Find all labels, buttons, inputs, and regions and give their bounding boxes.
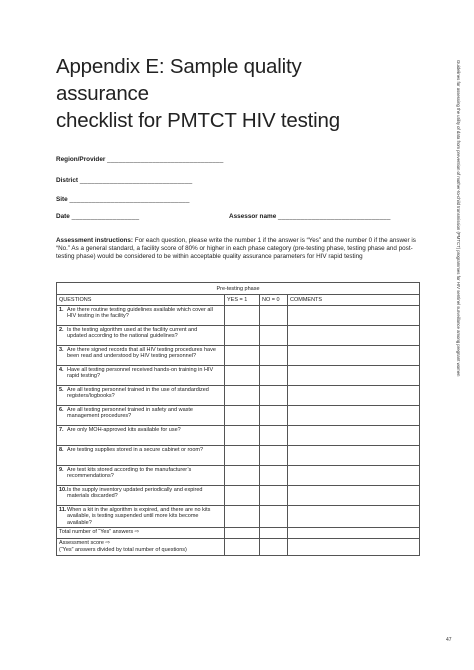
question-cell	[57, 306, 225, 326]
question-text: Are all testing personnel trained in safety and waste management procedures?	[67, 407, 193, 420]
no-cell[interactable]	[260, 346, 288, 366]
question-text: Are testing supplies stored in a secure cabinet or room?	[67, 447, 204, 453]
total-yes-cell[interactable]	[225, 528, 260, 539]
question-number: 3.	[59, 347, 64, 353]
assessor-name-label: Assessor name	[229, 213, 277, 220]
title-line-2: checklist for PMTCT HIV testing	[56, 109, 340, 132]
no-cell[interactable]	[260, 426, 288, 446]
question-row	[57, 426, 420, 446]
question-text: When a kit in the algorithm is expired, and there are no kits available, is testing suspended until more kits become available?	[67, 507, 211, 526]
comments-cell[interactable]	[288, 386, 420, 406]
question-number: 9.	[59, 467, 64, 473]
question-row	[57, 326, 420, 346]
assessor-name-blank[interactable]: ______________________________	[278, 213, 391, 220]
question-text: Are there routine testing guidelines available which cover all HIV testing in the facility?	[67, 307, 213, 320]
no-cell[interactable]	[260, 446, 288, 466]
yes-cell[interactable]	[225, 306, 260, 326]
header-comments: COMMENTS	[288, 295, 420, 306]
question-number: 4.	[59, 367, 64, 373]
assessment-score-line-1: Assessment score ⇨	[59, 540, 111, 547]
question-cell	[57, 446, 225, 466]
no-cell[interactable]	[260, 326, 288, 346]
question-cell	[57, 506, 225, 528]
question-cell	[57, 466, 225, 486]
yes-cell[interactable]	[225, 486, 260, 506]
header-yes: YES = 1	[225, 295, 260, 306]
no-cell[interactable]	[260, 506, 288, 528]
page-number: 47	[446, 637, 452, 643]
site-field	[56, 196, 190, 203]
question-cell	[57, 386, 225, 406]
header-questions: QUESTIONS	[57, 295, 225, 306]
question-cell	[57, 486, 225, 506]
score-comments-cell[interactable]	[288, 539, 420, 556]
no-cell[interactable]	[260, 366, 288, 386]
comments-cell[interactable]	[288, 346, 420, 366]
question-number: 6.	[59, 407, 64, 413]
date-field	[56, 213, 139, 220]
question-text: Are there signed records that all HIV testing procedures have been read and understood by HIV testing personnel?	[67, 347, 216, 360]
comments-cell[interactable]	[288, 366, 420, 386]
question-number: 11.	[59, 507, 67, 513]
sidebar-text: Guidelines for assessing the utility of data from prevention of mother-to-child transmission (PMTCT) programmes for HIV sentinel surveillance among pregnant women	[456, 60, 461, 377]
assessment-instructions	[56, 237, 424, 262]
district-blank[interactable]: ______________________________	[79, 177, 193, 184]
question-cell	[57, 326, 225, 346]
total-yes-label: Total number of “Yes” answers ⇨	[57, 528, 225, 539]
yes-cell[interactable]	[225, 326, 260, 346]
total-no-cell[interactable]	[260, 528, 288, 539]
yes-cell[interactable]	[225, 366, 260, 386]
comments-cell[interactable]	[288, 486, 420, 506]
region-provider-label: Region/Provider	[56, 156, 106, 163]
date-blank[interactable]: __________________	[71, 213, 140, 220]
instructions-label: Assessment instructions:	[56, 237, 133, 244]
region-provider-blank[interactable]: _______________________________	[107, 156, 224, 163]
no-cell[interactable]	[260, 386, 288, 406]
yes-cell[interactable]	[225, 346, 260, 366]
comments-cell[interactable]	[288, 446, 420, 466]
question-cell	[57, 406, 225, 426]
running-sidebar	[453, 60, 461, 600]
question-number: 10.	[59, 487, 67, 493]
comments-cell[interactable]	[288, 406, 420, 426]
assessor-name-field	[229, 213, 391, 220]
site-label: Site	[56, 196, 68, 203]
yes-cell[interactable]	[225, 506, 260, 528]
assessment-score-row	[57, 539, 420, 556]
question-row	[57, 306, 420, 326]
question-text: Is the testing algorithm used at the facility current and updated according to the national guidelines?	[67, 327, 198, 340]
question-row	[57, 406, 420, 426]
question-row	[57, 506, 420, 528]
question-cell	[57, 346, 225, 366]
question-number: 8.	[59, 447, 64, 453]
question-row	[57, 386, 420, 406]
page-title	[56, 53, 386, 134]
question-text: Is the supply inventory updated periodically and expired materials discarded?	[67, 487, 203, 500]
question-text: Are all testing personnel trained in the use of standardized registers/logbooks?	[67, 387, 209, 400]
comments-cell[interactable]	[288, 326, 420, 346]
district-label: District	[56, 177, 79, 184]
quality-checklist-table	[56, 282, 420, 556]
district-field	[56, 177, 192, 184]
yes-cell[interactable]	[225, 426, 260, 446]
question-row	[57, 446, 420, 466]
question-cell	[57, 366, 225, 386]
question-text: Are only MOH-approved kits available for use?	[67, 427, 181, 433]
question-text: Are test kits stored according to the manufacturer’s recommendations?	[67, 467, 192, 480]
question-number: 2.	[59, 327, 64, 333]
question-row	[57, 346, 420, 366]
header-no: NO = 0	[260, 295, 288, 306]
question-number: 5.	[59, 387, 64, 393]
yes-cell[interactable]	[225, 446, 260, 466]
question-row	[57, 466, 420, 486]
total-comments-cell[interactable]	[288, 528, 420, 539]
no-cell[interactable]	[260, 486, 288, 506]
no-cell[interactable]	[260, 466, 288, 486]
assessment-score-line-2: (“Yes” answers divided by total number of questions)	[59, 546, 187, 553]
comments-cell[interactable]	[288, 426, 420, 446]
question-row	[57, 366, 420, 386]
score-yes-cell[interactable]	[225, 539, 260, 556]
total-yes-row	[57, 528, 420, 539]
no-cell[interactable]	[260, 306, 288, 326]
yes-cell[interactable]	[225, 466, 260, 486]
yes-cell[interactable]	[225, 406, 260, 426]
no-cell[interactable]	[260, 406, 288, 426]
question-number: 7.	[59, 427, 64, 433]
question-text: Have all testing personnel received hands-on training in HIV rapid testing?	[67, 367, 214, 380]
score-no-cell[interactable]	[260, 539, 288, 556]
question-cell	[57, 426, 225, 446]
phase-header-row	[57, 283, 420, 295]
question-row	[57, 486, 420, 506]
title-line-1: Appendix E: Sample quality assurance	[56, 55, 302, 105]
comments-cell[interactable]	[288, 506, 420, 528]
yes-cell[interactable]	[225, 386, 260, 406]
date-label: Date	[56, 213, 70, 220]
comments-cell[interactable]	[288, 466, 420, 486]
column-header-row	[57, 295, 420, 306]
question-number: 1.	[59, 307, 64, 313]
site-blank[interactable]: ________________________________	[69, 196, 190, 203]
assessment-score-label	[57, 539, 225, 556]
region-provider-field	[56, 156, 224, 163]
instructions-text: For each question, please write the number 1 if the answer is “Yes” and the number 0 if the answer is “No.” As a general standard, a facility score of 80% or higher in each phase category (pre-testing phase, testing phase and post-testing phase) would be considered to be within acceptable quality assurance parameters for HIV rapid testing	[56, 237, 416, 261]
comments-cell[interactable]	[288, 306, 420, 326]
phase-title: Pre-testing phase	[57, 283, 420, 295]
